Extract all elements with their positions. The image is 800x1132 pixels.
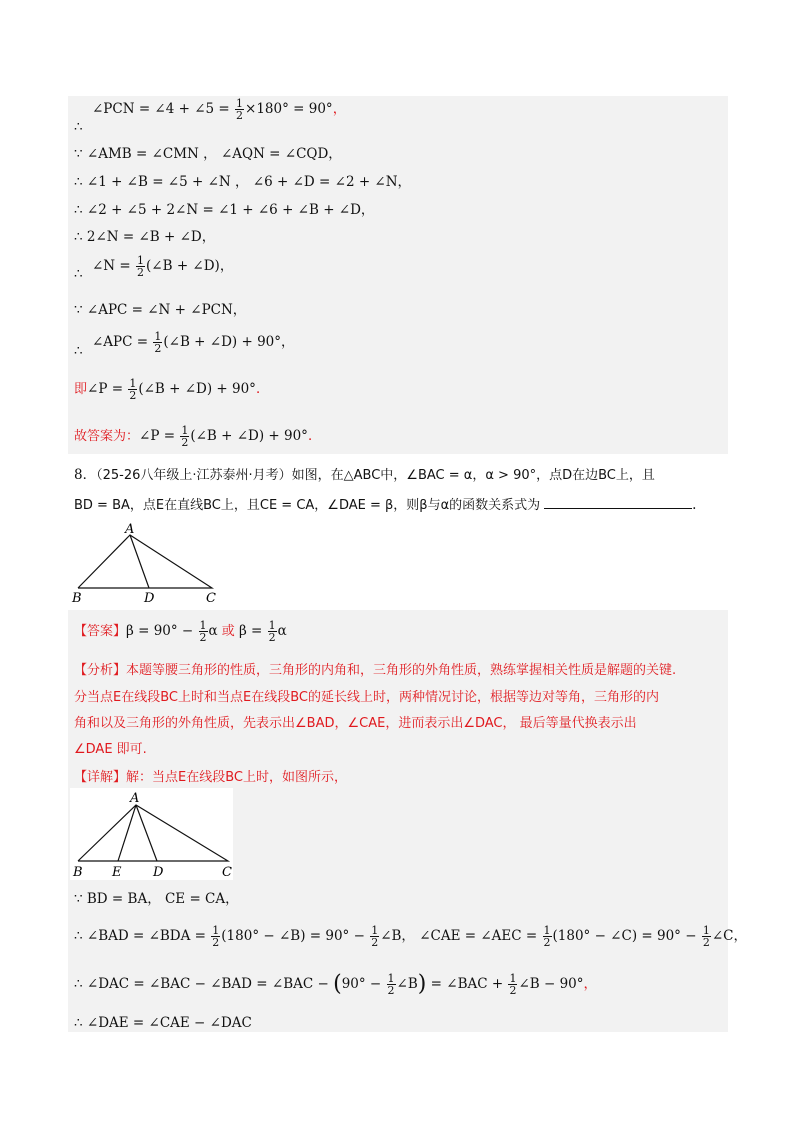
line-apc-sum: ∵ ∠APC = ∠N + ∠PCN， [74,302,247,318]
label-b: B [72,591,82,606]
label-e: E [112,865,122,880]
therefore-symbol: ∴ [74,343,83,359]
fraction: $\frac{1}{2}$ [181,424,189,449]
label-c: C [206,591,216,606]
fraction: $\frac{1}{2}$ [212,924,220,949]
line-angle-sums: ∴ ∠1 + ∠B = ∠5 + ∠N ， ∠6 + ∠D = ∠2 + ∠N， [74,174,412,190]
fraction: $\frac{1}{2}$ [387,972,395,997]
derivation-line1: ∵ BD = BA， CE = CA， [74,891,239,907]
fraction: $\frac{1}{2}$ [543,924,551,949]
label-a: A [125,522,135,537]
line-apc-equals: ∠APC = $\frac{1}{2}$ (∠B + ∠D) + 90°， [92,330,295,355]
fraction: $\frac{1}{2}$ [199,619,207,644]
fraction: $\frac{1}{2}$ [236,97,244,122]
line-pcn: ∠PCN = ∠4 + ∠5 = $\frac{1}{2}$ ×180° = 90°， [92,97,347,122]
analysis-line3: 角和以及三角形的外角性质，先表示出∠BAD，∠CAE，进而表示出∠DAC， 最后等量代换表示出 [74,716,637,731]
derivation-line2: ∴ ∠BAD = ∠BDA = $\frac{1}{2}$ (180° − ∠B) = 90° − $\frac{1}{2}$ ∠B， ∠CAE = ∠AEC = $\frac{1}{2}$ (180° − ∠C) = 90° − $\frac{1}{2}$ ∠C， [74,924,747,949]
detail-line1: 【详解】解：当点E在线段BC上时，如图所示， [74,770,347,785]
question-8-line1: 8．（25-26八年级上·江苏泰州·月考）如图，在△ABC中，∠BAC = α，α > 90°，点D在边BC上，且 [74,467,655,483]
label-b: B [73,865,83,880]
fraction: $\frac{1}{2}$ [268,619,276,644]
final-answer-line: 故答案为：∠P = $\frac{1}{2}$ (∠B + ∠D) + 90°． [74,424,322,449]
analysis-line1: 【分析】本题等腰三角形的性质，三角形的内角和，三角形的外角性质，熟练掌握相关性质是解题的关键. [74,663,677,678]
triangle-figure-1 [70,520,230,606]
triangle-figure-2 [70,788,233,880]
derivation-line4: ∴ ∠DAE = ∠CAE − ∠DAC [74,1015,252,1031]
fraction: $\frac{1}{2}$ [154,330,162,355]
analysis-line2: 分当点E在线段BC上时和当点E在线段BC的延长线上时，两种情况讨论，根据等边对等角，三角形的内 [74,690,659,705]
therefore-symbol: ∴ [74,119,83,135]
analysis-line4: ∠DAE 即可. [74,742,147,757]
line-angle-sum-total: ∴ ∠2 + ∠5 + 2∠N = ∠1 + ∠6 + ∠B + ∠D， [74,202,375,218]
fraction: $\frac{1}{2}$ [371,924,379,949]
line-p-result: 即∠P = $\frac{1}{2}$ (∠B + ∠D) + 90°． [74,377,270,402]
fraction: $\frac{1}{2}$ [137,254,145,279]
label-d: D [144,591,155,606]
derivation-line3: ∴ ∠DAC = ∠BAC − ∠BAD = ∠BAC − (90° − $\frac{1}{2}$ ∠B) = ∠BAC + $\frac{1}{2}$ ∠B − 90°， [74,971,598,997]
fraction: $\frac{1}{2}$ [509,972,517,997]
label-d: D [153,865,164,880]
line-n-equals: ∠N = $\frac{1}{2}$ (∠B + ∠D)， [92,254,234,279]
line-angles-equal: ∵ ∠AMB = ∠CMN ， ∠AQN = ∠CQD， [74,146,342,162]
question-8-line2: BD = BA，点E在直线BC上，且CE = CA，∠DAE = β，则β与α的函数关系式为 . [74,497,697,513]
label-c: C [222,865,232,880]
answer-blank [544,496,692,509]
answer-line: 【答案】β = 90° − $\frac{1}{2}$ α 或 β = $\frac{1}{2}$ α [74,619,287,644]
label-a: A [130,791,140,806]
line-2n: ∴ 2∠N = ∠B + ∠D， [74,229,216,245]
therefore-symbol: ∴ [74,266,83,282]
fraction: $\frac{1}{2}$ [702,924,710,949]
fraction: $\frac{1}{2}$ [129,377,137,402]
